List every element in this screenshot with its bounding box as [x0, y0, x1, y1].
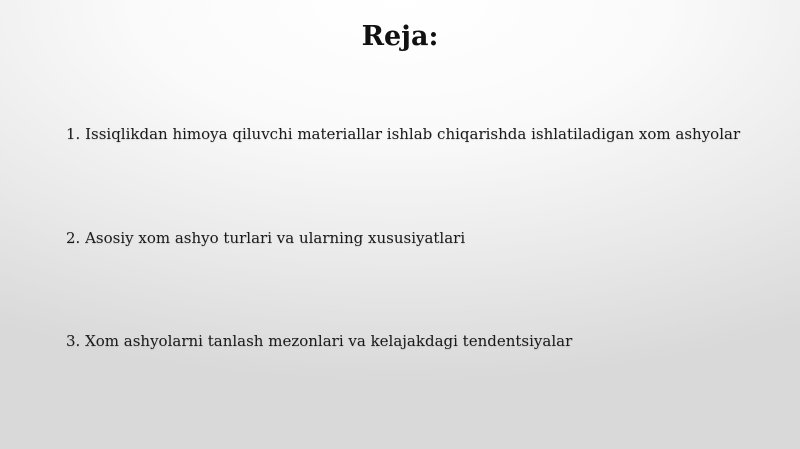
plan-item-1: 1. Issiqlikdan himoya qiluvchi materiallar ishlab chiqarishda ishlatiladigan xom ashyolar: [66, 125, 741, 143]
plan-item-3: 3. Xom ashyolarni tanlash mezonlari va kelajakdagi tendentsiyalar: [66, 332, 573, 350]
plan-item-2: 2. Asosiy xom ashyo turlari va ularning xususiyatlari: [66, 229, 466, 247]
slide-title: Reja:: [361, 21, 439, 52]
